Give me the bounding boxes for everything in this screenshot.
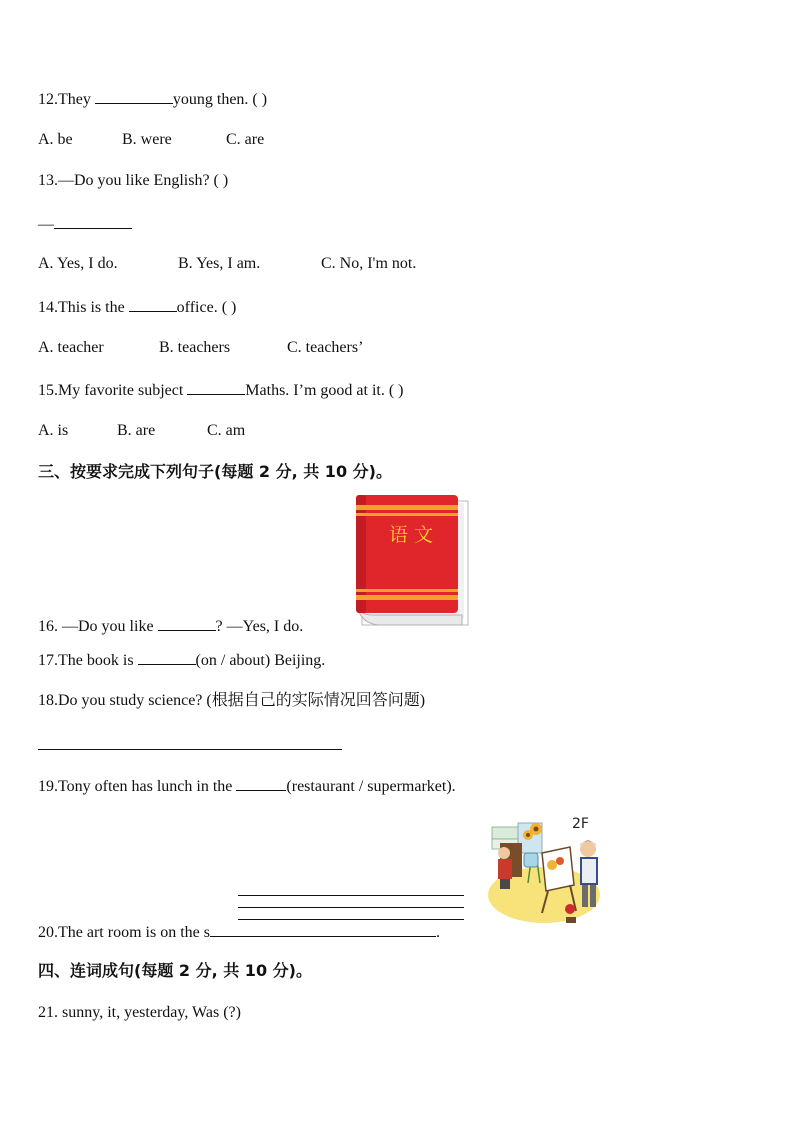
question-14-stem-end: office. ( ) [176,299,237,316]
question-14 [38,296,236,318]
option-a[interactable]: A. is [38,422,69,439]
question-21-stem: 21. sunny, it, yesterday, Was (?) [38,1004,241,1021]
book-title: 语 文 [388,524,434,546]
option-b[interactable]: B. Yes, I am. [178,255,261,272]
question-19-stem-end: (restaurant / supermarket). [286,778,456,795]
answer-blank[interactable] [158,615,216,631]
section-3-heading: 三、按要求完成下列句子(每题 2 分, 共 10 分)。 [38,462,392,481]
question-12-options [38,130,265,150]
question-20-stem: 20.The art room is on the s [38,924,210,941]
question-18 [38,691,425,711]
question-17-stem-start: 17.The book is [38,652,138,669]
question-14-stem-start: 14.This is the [38,299,129,316]
answer-blank[interactable] [95,88,173,104]
art-room-illustration [478,813,614,933]
question-15 [38,379,404,401]
option-a[interactable]: A. teacher [38,339,104,356]
question-16 [38,615,303,637]
answer-blank[interactable] [236,775,286,791]
option-b[interactable]: B. were [122,131,172,148]
answer-line[interactable] [238,895,464,896]
question-20-period: . [435,924,440,941]
answer-line[interactable] [38,749,342,750]
option-c[interactable]: C. No, I'm not. [321,255,417,272]
question-18-stem: 18.Do you study science? (根据自己的实际情况回答问题) [38,692,426,709]
question-17 [38,649,325,671]
option-a[interactable]: A. Yes, I do. [38,255,118,272]
question-16-stem-start: 16. —Do you like [38,618,158,635]
answer-line[interactable] [238,907,464,908]
answer-blank[interactable] [138,649,196,665]
question-15-options [38,421,246,441]
question-13 [38,171,228,191]
option-c[interactable]: C. am [207,422,246,439]
question-19-stem-start: 19.Tony often has lunch in the [38,778,237,795]
answer-blank[interactable] [210,921,436,937]
question-13-options [38,254,417,274]
option-b[interactable]: B. are [117,422,156,439]
answer-blank[interactable] [187,379,245,395]
question-14-options [38,338,364,358]
option-b[interactable]: B. teachers [159,339,231,356]
question-12 [38,88,267,110]
question-17-stem-end: (on / about) Beijing. [195,652,326,669]
answer-line[interactable] [238,919,464,920]
option-c[interactable]: C. teachers’ [287,339,364,356]
question-19 [38,775,456,797]
question-13-response [38,213,132,235]
option-a[interactable]: A. be [38,131,73,148]
option-c[interactable]: C. are [226,131,265,148]
question-13-stem: 13.—Do you like English? ( ) [38,172,229,189]
answer-blank[interactable] [54,213,132,229]
question-16-stem-end: ? —Yes, I do. [215,618,304,635]
question-12-stem-end: young then. ( ) [172,91,268,108]
section-4-heading: 四、连词成句(每题 2 分, 共 10 分)。 [38,961,312,980]
question-15-stem-end: Maths. I’m good at it. ( ) [245,382,404,399]
question-12-stem-start: 12.They [38,91,95,108]
question-15-stem-start: 15.My favorite subject [38,382,188,399]
chinese-textbook-illustration [354,493,470,629]
question-21 [38,1003,241,1023]
question-20 [38,921,440,943]
response-dash: — [38,216,54,233]
answer-blank[interactable] [129,296,177,312]
floor-label: 2F [572,816,589,832]
